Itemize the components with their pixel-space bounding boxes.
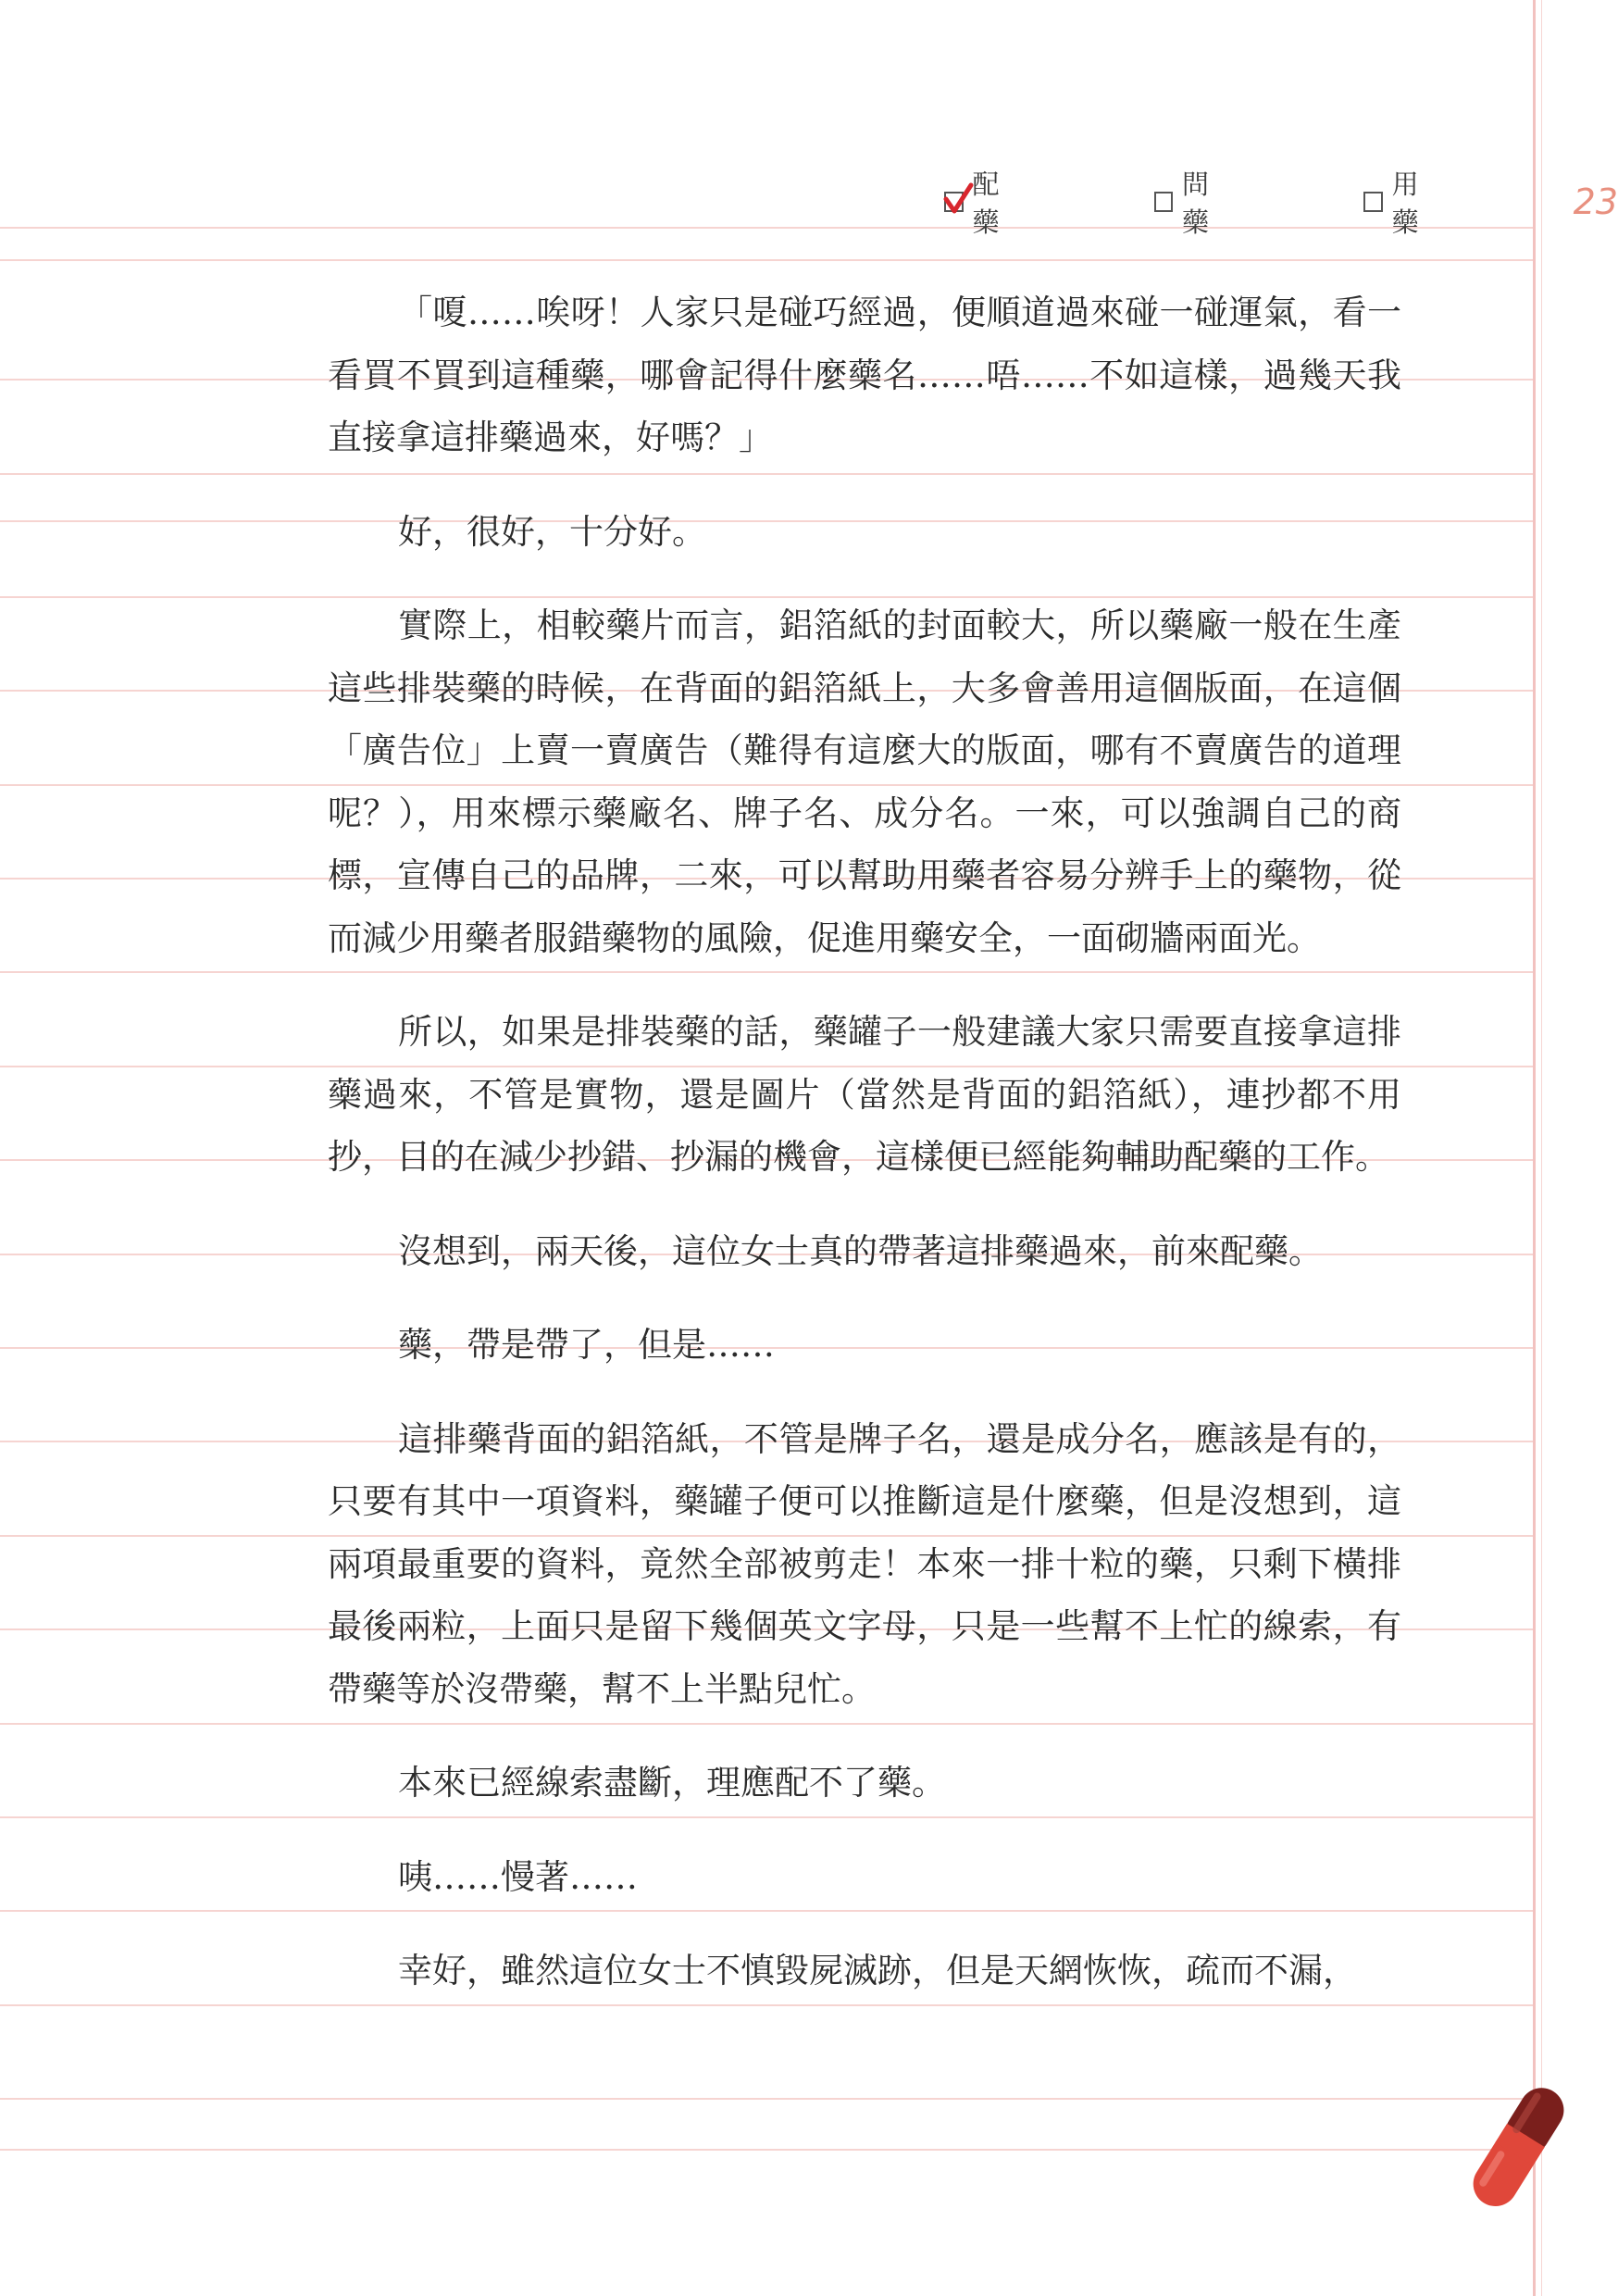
margin-line	[1533, 0, 1536, 2296]
page-header	[944, 168, 1618, 238]
tag-label: 問 藥	[1182, 168, 1238, 238]
paragraph: 藥，帶是帶了，但是……	[398, 1325, 775, 1365]
paragraph: 咦……慢著……	[398, 1856, 638, 1897]
paragraph: 實際上，相較藥片而言，鋁箔紙的封面較大，所以藥廠一般在生產這些排裝藥的時候，在背面的鋁箔紙上，大多會善用這個版面，在這個「廣告位」上賣一賣廣告（難得有這麼大的版面，哪有不賣廣告的道理呢？），用來標示藥廠名、牌子名、成分名。一來，可以強調自己的商標，宣傳自己的品牌，二來，可以幫助用藥者容易分辨手上的藥物，從而減少用藥者服錯藥物的風險，促進用藥安全，一面砌牆兩面光。	[328, 605, 1401, 958]
paragraph: 所以，如果是排裝藥的話，藥罐子一般建議大家只需要直接拿這排藥過來，不管是實物，還是圖片（當然是背面的鋁箔紙），連抄都不用抄，目的在減少抄錯、抄漏的機會，這樣便已經能夠輔助配藥的工作。	[328, 1012, 1401, 1177]
capsule-icon	[1462, 2074, 1574, 2222]
tag-use	[1363, 164, 1525, 240]
paragraph: 沒想到，兩天後，這位女士真的帶著這排藥過來，前來配藥。	[398, 1230, 1323, 1271]
paragraph: 幸好，雖然這位女士不慎毀屍滅跡，但是天網恢恢，疏而不漏，	[398, 1951, 1357, 1990]
tag-dispense	[944, 164, 1106, 240]
tag-label: 用 藥	[1391, 168, 1447, 238]
paragraph: 好，很好，十分好。	[398, 511, 706, 552]
body-text	[328, 281, 1401, 2034]
checkbox-icon	[1154, 192, 1174, 212]
paragraph: 這排藥背面的鋁箔紙，不管是牌子名，還是成分名，應該是有的，只要有其中一項資料，藥罐子便可以推斷這是什麼藥，但是沒想到，這兩項最重要的資料，竟然全部被剪走！本來一排十粒的藥，只剩下橫排最後兩粒，上面只是留下幾個英文字母，只是一些幫不上忙的線索，有帶藥等於沒帶藥，幫不上半點兒忙。	[328, 1418, 1401, 1709]
paragraph: 本來已經線索盡斷，理應配不了藥。	[398, 1763, 946, 1803]
page-number: 23	[1573, 181, 1618, 222]
tag-ask	[1154, 164, 1316, 240]
checkbox-checked-icon	[944, 192, 964, 212]
paragraph: 「嗄……唉呀！人家只是碰巧經過，便順道過來碰一碰運氣，看一看買不買到這種藥，哪會記得什麼藥名……唔……不如這樣，過幾天我直接拿這排藥過來，好嗎？」	[328, 293, 1401, 457]
margin-line-inner	[1541, 0, 1542, 2296]
tag-label: 配 藥	[972, 168, 1027, 238]
checkbox-icon	[1363, 192, 1383, 212]
